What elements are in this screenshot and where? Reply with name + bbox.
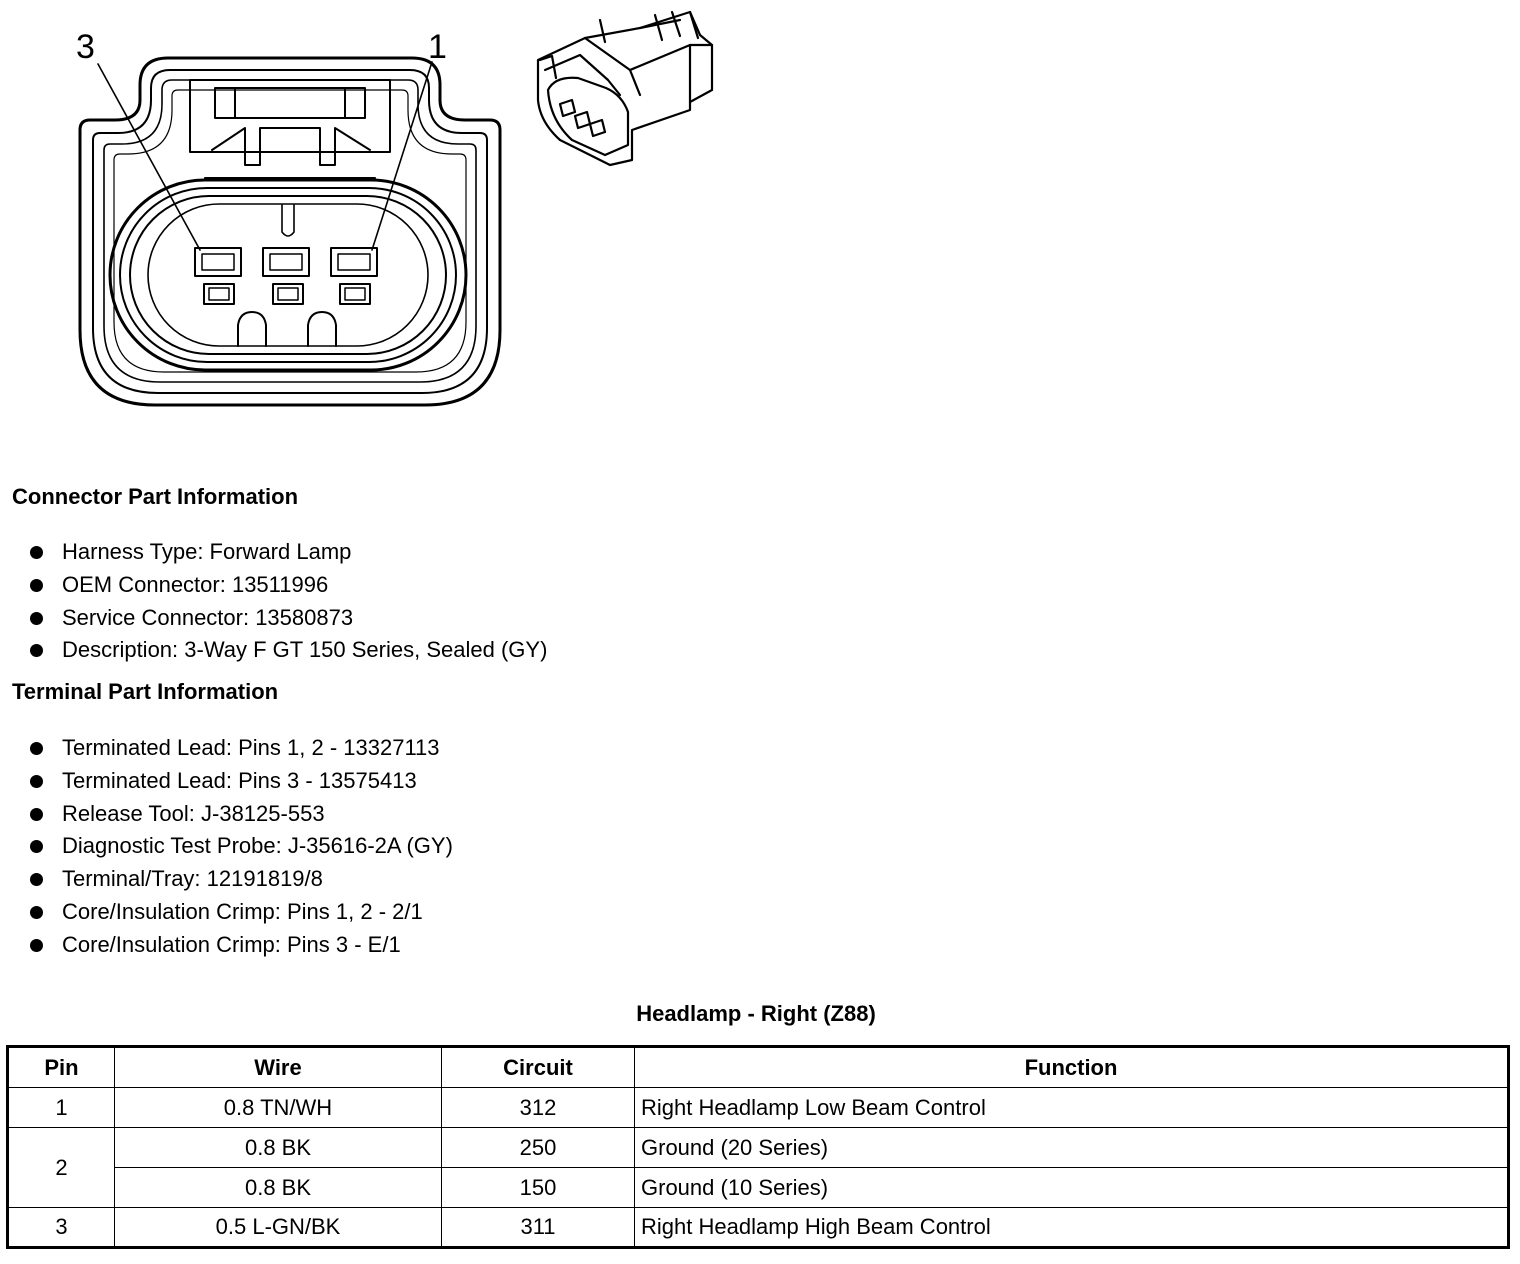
pin-cell: 1 (8, 1088, 115, 1128)
table-row (8, 1128, 1509, 1168)
connector-info-title: Connector Part Information (12, 484, 299, 509)
list-item: Description: 3-Way F GT 150 Series, Sealed (GY) (28, 634, 547, 667)
pin-1-callout: 1 (428, 28, 447, 66)
wire-cell: 0.8 TN/WH (115, 1088, 442, 1128)
bullet-icon (30, 906, 43, 919)
wire-cell: 0.5 L-GN/BK (115, 1208, 442, 1248)
table-row (8, 1168, 1509, 1208)
list-item: Release Tool: J-38125-553 (28, 798, 453, 831)
bullet-icon (30, 612, 43, 625)
header-wire: Wire (115, 1047, 442, 1088)
pin-table-title: Headlamp - Right (Z88) (636, 1001, 876, 1026)
connector-diagram (0, 0, 760, 440)
list-item: Diagnostic Test Probe: J-35616-2A (GY) (28, 830, 453, 863)
list-item: Core/Insulation Crimp: Pins 3 - E/1 (28, 929, 453, 962)
wire-cell: 0.8 BK (115, 1128, 442, 1168)
header-pin: Pin (8, 1047, 115, 1088)
table-row (8, 1088, 1509, 1128)
function-cell: Ground (10 Series) (635, 1168, 1509, 1208)
header-circuit: Circuit (442, 1047, 635, 1088)
list-item: Terminated Lead: Pins 3 - 13575413 (28, 765, 453, 798)
pin-table (6, 1045, 1510, 1249)
pin-3-callout: 3 (76, 28, 95, 66)
list-item: Terminal/Tray: 12191819/8 (28, 863, 453, 896)
function-cell: Right Headlamp High Beam Control (635, 1208, 1509, 1248)
list-item: Terminated Lead: Pins 1, 2 - 13327113 (28, 732, 453, 765)
table-row (8, 1208, 1509, 1248)
terminal-info-list (28, 732, 453, 962)
bullet-icon (30, 546, 43, 559)
connector-isometric-view (538, 12, 712, 165)
list-item: Harness Type: Forward Lamp (28, 536, 547, 569)
header-function: Function (635, 1047, 1509, 1088)
table-header-row (8, 1047, 1509, 1088)
bullet-icon (30, 775, 43, 788)
circuit-cell: 150 (442, 1168, 635, 1208)
connector-face-view (80, 58, 500, 405)
pin-cell: 3 (8, 1208, 115, 1248)
list-item: Core/Insulation Crimp: Pins 1, 2 - 2/1 (28, 896, 453, 929)
bullet-icon (30, 742, 43, 755)
terminal-info-title: Terminal Part Information (12, 679, 279, 704)
circuit-cell: 312 (442, 1088, 635, 1128)
bullet-icon (30, 939, 43, 952)
function-cell: Ground (20 Series) (635, 1128, 1509, 1168)
circuit-cell: 250 (442, 1128, 635, 1168)
bullet-icon (30, 808, 43, 821)
bullet-icon (30, 873, 43, 886)
list-item: Service Connector: 13580873 (28, 602, 547, 635)
bullet-icon (30, 579, 43, 592)
list-item: OEM Connector: 13511996 (28, 569, 547, 602)
function-cell: Right Headlamp Low Beam Control (635, 1088, 1509, 1128)
bullet-icon (30, 840, 43, 853)
pin-cell: 2 (8, 1128, 115, 1208)
connector-info-list (28, 536, 547, 667)
bullet-icon (30, 644, 43, 657)
circuit-cell: 311 (442, 1208, 635, 1248)
wire-cell: 0.8 BK (115, 1168, 442, 1208)
